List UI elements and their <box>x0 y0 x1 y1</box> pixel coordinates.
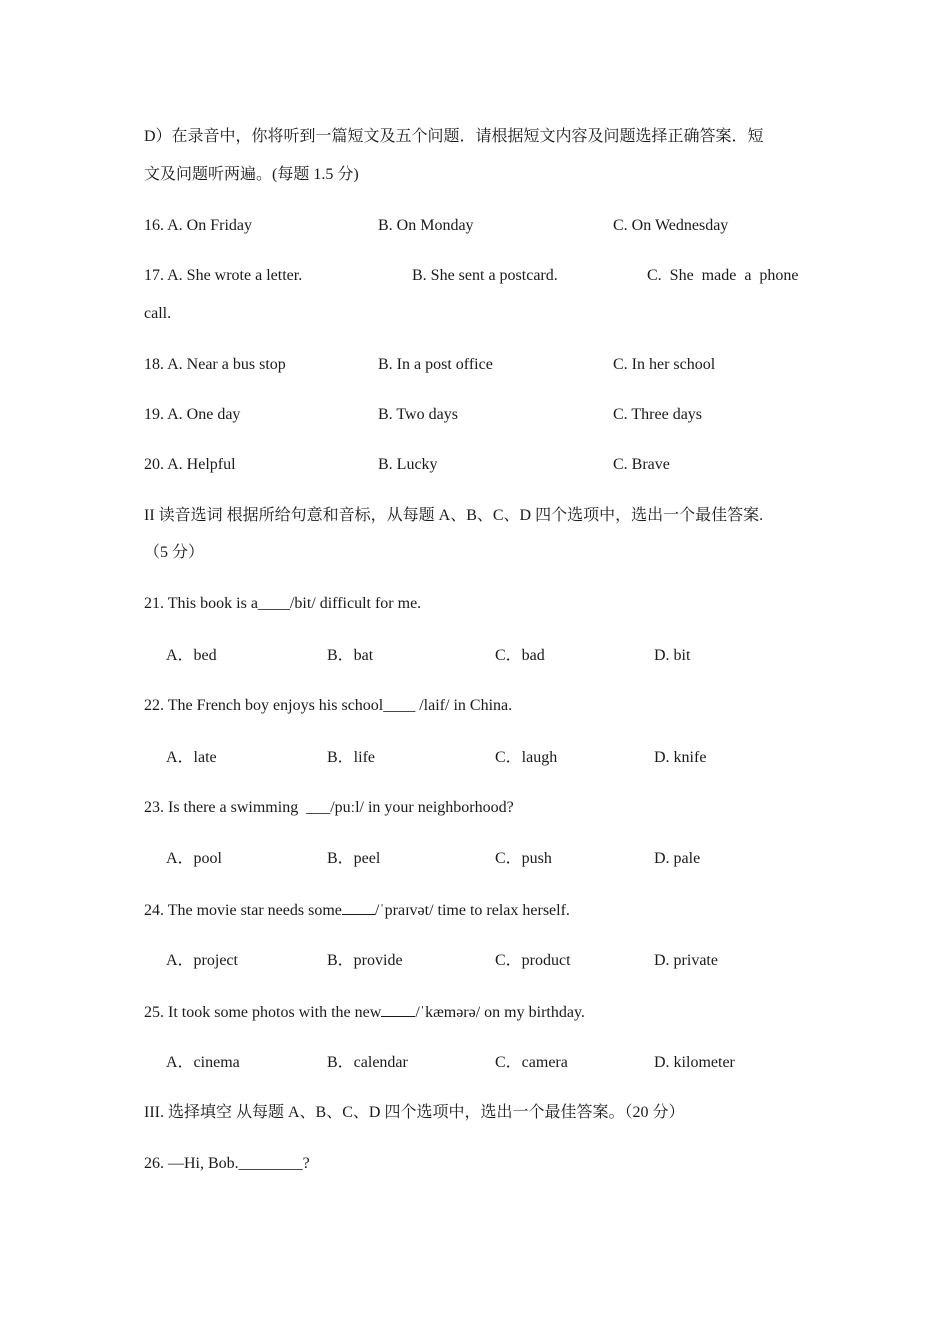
q18-option-a: 18. A. Near a bus stop <box>144 356 286 373</box>
section-iii-instructions: III. 选择填空 从每题 A、B、C、D 四个选项中，选出一个最佳答案。（20 分） <box>144 1104 685 1121</box>
q21-option-a: A．bed <box>166 647 217 664</box>
question-21-stem: 21. This book is a____/bit/ difficult for me. <box>144 595 422 612</box>
q23-option-c: C．push <box>495 850 552 867</box>
q21-option-d: D. bit <box>654 647 691 664</box>
q21-option-c: C．bad <box>495 647 545 664</box>
q18-option-b: B. In a post office <box>378 356 493 373</box>
q21-option-b: B．bat <box>327 647 374 664</box>
q17-option-a: 17. A. She wrote a letter. <box>144 267 303 284</box>
question-17 <box>0 266 950 286</box>
question-19 <box>0 405 950 425</box>
question-26-stem: 26. —Hi, Bob.________? <box>144 1155 310 1172</box>
q22-option-a: A．late <box>166 749 217 766</box>
section-ii-instructions-line2: （5 分） <box>144 544 205 561</box>
q25-answer-blank <box>381 1002 415 1017</box>
q24-answer-blank <box>342 900 375 915</box>
question-23-stem: 23. Is there a swimming ___/puːl/ in your neighborhood? <box>144 799 514 816</box>
question-23-options <box>0 849 950 869</box>
q17-option-b: B. She sent a postcard. <box>412 267 558 284</box>
q25-option-b: B．calendar <box>327 1054 408 1071</box>
q17-option-c: C. She made a phone <box>647 267 799 284</box>
q20-option-a: 20. A. Helpful <box>144 456 236 473</box>
section-ii-instructions-line1: II 读音选词 根据所给句意和音标，从每题 A、B、C、D 四个选项中，选出一个最佳答案. <box>144 507 764 524</box>
question-20 <box>0 455 950 475</box>
q22-option-b: B．life <box>327 749 375 766</box>
q24-stem-before-blank: 24. The movie star needs some <box>144 902 342 919</box>
q23-option-d: D. pale <box>654 850 701 867</box>
q24-option-d: D. private <box>654 952 718 969</box>
q19-option-c: C. Three days <box>613 406 703 423</box>
question-25-options <box>0 1053 950 1073</box>
question-24-stem <box>144 900 570 921</box>
q19-option-b: B. Two days <box>378 406 458 423</box>
q22-option-c: C．laugh <box>495 749 558 766</box>
question-22-stem: 22. The French boy enjoys his school____ /laif/ in China. <box>144 697 513 714</box>
q24-option-a: A．project <box>166 952 238 969</box>
section-d-instructions-line1: D）在录音中，你将听到一篇短文及五个问题．请根据短文内容及问题选择正确答案．短 <box>144 128 764 145</box>
q23-option-b: B．peel <box>327 850 381 867</box>
question-22-options <box>0 748 950 768</box>
section-d-instructions-line2: 文及问题听两遍。(每题 1.5 分) <box>144 166 359 183</box>
q24-option-b: B．provide <box>327 952 403 969</box>
q16-option-a: 16. A. On Friday <box>144 217 252 234</box>
question-25-stem <box>144 1002 585 1023</box>
question-21-options <box>0 646 950 666</box>
question-18 <box>0 355 950 375</box>
question-24-options <box>0 951 950 971</box>
q25-option-a: A．cinema <box>166 1054 240 1071</box>
q20-option-c: C. Brave <box>613 456 670 473</box>
q18-option-c: C. In her school <box>613 356 716 373</box>
q25-stem-before-blank: 25. It took some photos with the new <box>144 1004 382 1021</box>
q22-option-d: D. knife <box>654 749 707 766</box>
q25-option-d: D. kilometer <box>654 1054 735 1071</box>
q17-option-c-continued: call. <box>144 305 172 322</box>
q19-option-a: 19. A. One day <box>144 406 241 423</box>
q24-option-c: C．product <box>495 952 571 969</box>
q25-stem-after-blank: /ˈkæmərə/ on my birthday. <box>415 1004 585 1021</box>
q24-stem-after-blank: /ˈpraɪvət/ time to relax herself. <box>374 902 570 919</box>
q16-option-b: B. On Monday <box>378 217 474 234</box>
q16-option-c: C. On Wednesday <box>613 217 729 234</box>
q20-option-b: B. Lucky <box>378 456 438 473</box>
q25-option-c: C．camera <box>495 1054 568 1071</box>
question-16 <box>0 216 950 236</box>
q23-option-a: A．pool <box>166 850 223 867</box>
